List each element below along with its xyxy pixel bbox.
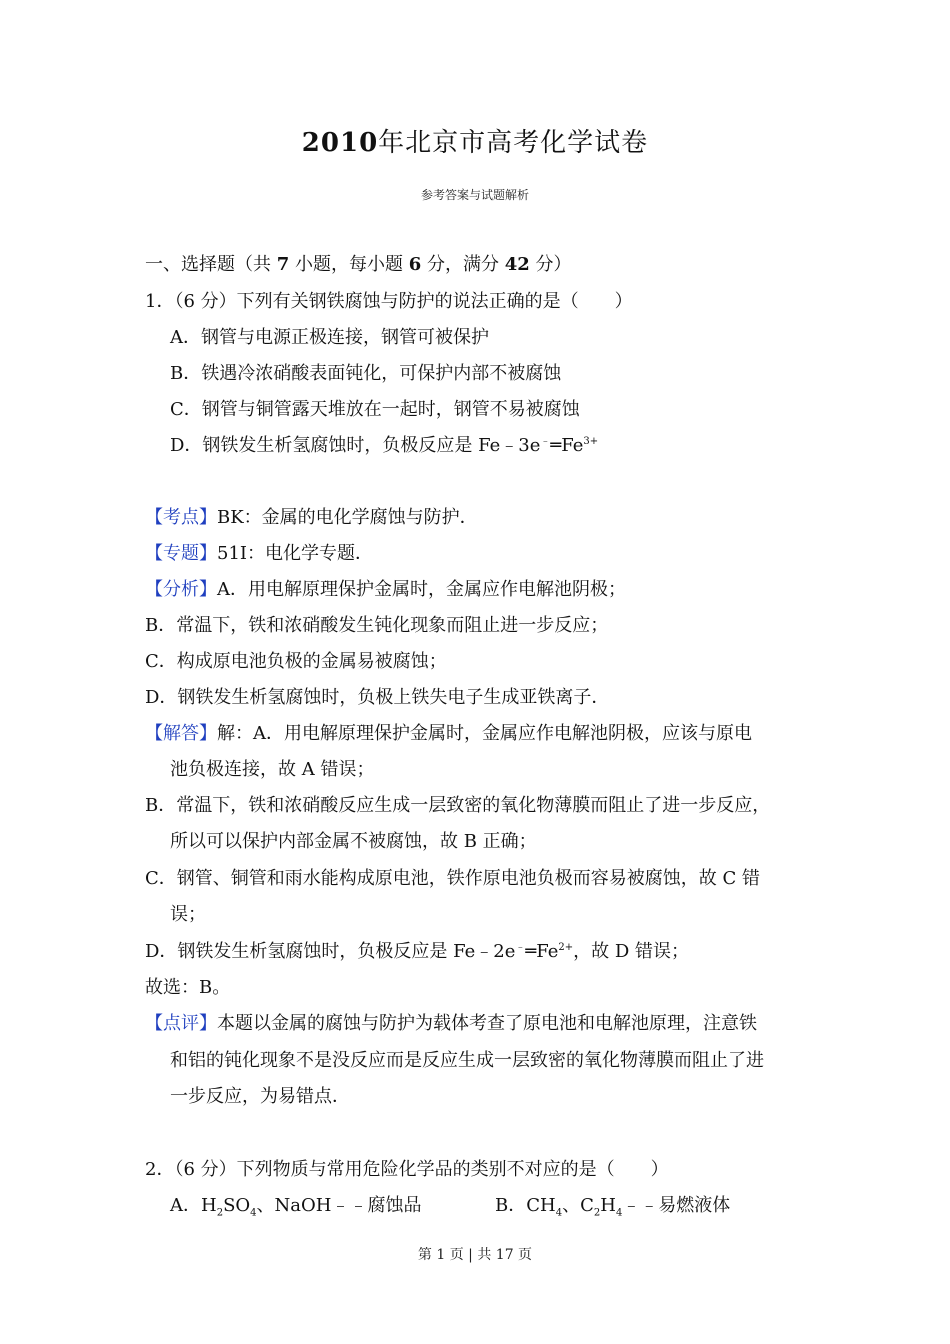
page-subtitle: 参考答案与试题解析 xyxy=(420,188,529,202)
zhuanti-tag: 【专题】 xyxy=(145,543,217,564)
jieda-tag: 【解答】 xyxy=(145,723,217,744)
jieda-line: 所以可以保护内部金属不被腐蚀，故 B 正确； xyxy=(170,831,537,852)
q1-option-b: B．铁遇冷浓硝酸表面钝化，可保护内部不被腐蚀 xyxy=(170,363,562,384)
dianping-row: 【点评】本题以金属的腐蚀与防护为载体考查了原电池和电解池原理，注意铁 xyxy=(145,1013,757,1034)
jieda-row: 【解答】解：A．用电解原理保护金属时，金属应作电解池阴极，应该与原电 xyxy=(145,723,752,744)
section-heading: 一、选择题（共 7 小题，每小题 6 分，满分 42 分） xyxy=(145,254,572,275)
kaodian-tag: 【考点】 xyxy=(145,507,217,528)
q1-option-c: C．钢管与铜管露天堆放在一起时，钢管不易被腐蚀 xyxy=(170,399,580,420)
dianping-line: 和铝的钝化现象不是没反应而是反应生成一层致密的氧化物薄膜而阻止了进 xyxy=(170,1050,764,1071)
page-title: 2010年北京市高考化学试卷 xyxy=(301,128,649,158)
fenxi-line-d: D．钢铁发生析氢腐蚀时，负极上铁失电子生成亚铁离子． xyxy=(145,687,610,708)
jieda-line-d: D．钢铁发生析氢腐蚀时，负极反应是 $Fe﹣2e^﹣═Fe^{2+}$，故 D 错误； xyxy=(145,941,690,962)
fenxi-tag: 【分析】 xyxy=(145,579,217,600)
jieda-line: B．常温下，铁和浓硝酸反应生成一层致密的氧化物薄膜而阻止了进一步反应， xyxy=(145,795,771,816)
q1-option-d: D．钢铁发生析氢腐蚀时，负极反应是 $Fe﹣3e^﹣═Fe^{3+}$ xyxy=(170,435,599,456)
zhuanti-row: 【专题】51I：电化学专题． xyxy=(145,543,374,564)
q1-option-a: A．钢管与电源正极连接，钢管可被保护 xyxy=(170,327,489,348)
question-2-stem: 2．（6 分）下列物质与常用危险化学品的类别不对应的是（ ） xyxy=(145,1159,669,1180)
dianping-line: 一步反应，为易错点． xyxy=(170,1086,350,1107)
q2-option-a: A．$H_2SO_4$、NaOH﹣﹣腐蚀品 xyxy=(170,1195,422,1219)
jieda-line: 池负极连接，故 A 错误； xyxy=(170,759,375,780)
fenxi-line-b: B．常温下，铁和浓硝酸发生钝化现象而阻止进一步反应； xyxy=(145,615,609,636)
answer-line: 故选：B。 xyxy=(145,977,231,998)
fenxi-row: 【分析】A．用电解原理保护金属时，金属应作电解池阴极； xyxy=(145,579,626,600)
page-footer: 第 1 页 | 共 17 页 xyxy=(417,1247,533,1263)
fenxi-line-c: C．构成原电池负极的金属易被腐蚀； xyxy=(145,651,447,672)
kaodian-row: 【考点】BK：金属的电化学腐蚀与防护． xyxy=(145,507,478,528)
dianping-tag: 【点评】 xyxy=(145,1013,217,1034)
jieda-line: 误； xyxy=(170,904,206,925)
question-1-stem: 1．（6 分）下列有关钢铁腐蚀与防护的说法正确的是（ ） xyxy=(145,291,633,312)
jieda-line: C．钢管、铜管和雨水能构成原电池，铁作原电池负极而容易被腐蚀，故 C 错 xyxy=(145,868,760,889)
q2-option-b: B．$CH_4$、$C_2H_4﹣﹣$易燃液体 xyxy=(495,1195,731,1219)
